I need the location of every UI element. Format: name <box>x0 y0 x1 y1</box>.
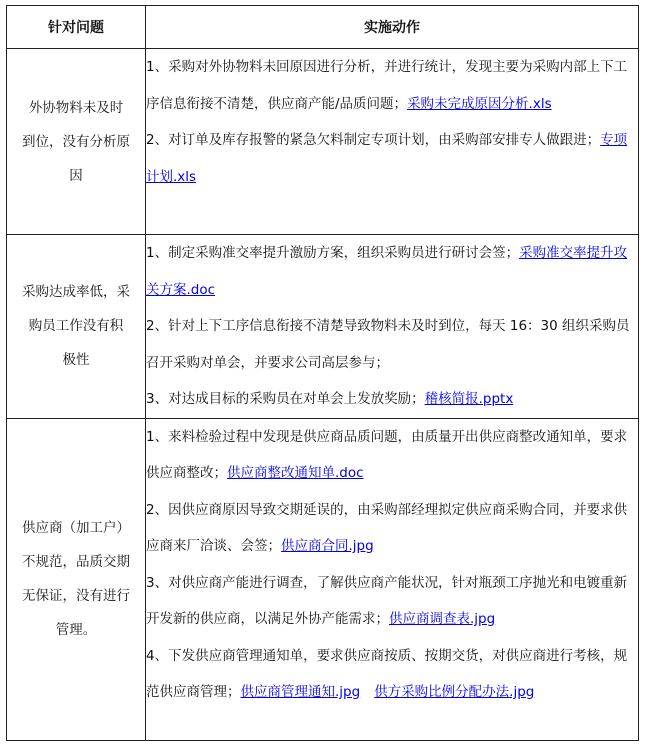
action-text: 4、下发供应商管理通知单，要求供应商按质、按期交货，对供应商进行考核，规范供应商管理； <box>146 647 628 700</box>
action-text: 2、针对上下工序信息衔接不清楚导致物料未及时到位，每天 16：30 组织采购员召开采购对单会，并要求公司高层参与； <box>146 318 630 371</box>
attachment-link[interactable]: 供应商调查表.jpg <box>389 611 496 627</box>
action-cell <box>146 418 639 740</box>
action-table <box>6 5 639 741</box>
issue-cell <box>7 235 146 419</box>
attachment-link[interactable]: 供应商合同.jpg <box>281 538 374 554</box>
action-cell <box>146 235 639 419</box>
action-item <box>146 49 638 122</box>
attachment-link[interactable]: 供方采购比例分配办法.jpg <box>374 684 535 700</box>
action-text: 1、来料检验过程中发现是供应商品质问题，由质量开出供应商整改通知单，要求供应商整改； <box>146 428 628 481</box>
issue-line: 极性 <box>62 352 90 369</box>
action-cell <box>146 49 639 235</box>
attachment-link[interactable]: 供应商整改通知单.doc <box>227 465 364 481</box>
action-item <box>146 122 638 195</box>
action-item <box>146 419 638 492</box>
header-row <box>7 6 639 49</box>
issue-line: 供应商（加工户） <box>22 520 130 536</box>
action-item <box>146 638 638 711</box>
issue-line: 到位，没有分析原 <box>22 133 130 150</box>
attachment-link[interactable]: 采购未完成原因分析.xls <box>407 95 552 112</box>
attachment-link[interactable]: 供应商管理通知.jpg <box>240 684 361 700</box>
action-text: 3、对达成目标的采购员在对单会上发放奖励； <box>146 391 425 407</box>
issue-cell <box>7 49 146 235</box>
action-text: 2、对订单及库存报警的紧急欠料制定专项计划，由采购部安排专人做跟进； <box>146 132 601 148</box>
header-action: 实施动作 <box>146 6 639 49</box>
action-item <box>146 381 638 418</box>
header-issue: 针对问题 <box>7 6 146 49</box>
attachment-link[interactable]: 专项计划.xls <box>146 132 628 185</box>
attachment-link[interactable]: 采购准交率提升攻关方案.doc <box>146 245 628 298</box>
action-text: 1、制定采购准交率提升激励方案，组织采购员进行研讨会签； <box>146 245 520 261</box>
issue-line: 购员工作没有积 <box>28 318 124 335</box>
issue-line: 外协物料未及时 <box>28 99 124 116</box>
issue-line: 无保证，没有进行 <box>22 588 130 604</box>
action-text: 2、因供应商原因导致交期延误的，由采购部经理拟定供应商采购合同，并要求供应商来厂洽谈、会签； <box>146 501 628 554</box>
action-item <box>146 308 638 381</box>
action-item <box>146 492 638 565</box>
action-text: 1、采购对外协物料未回原因进行分析，并进行统计，发现主要为采购内部上下工序信息衔接不清楚，供应商产能/品质问题； <box>146 59 628 112</box>
attachment-link[interactable]: 稽核简报.pptx <box>424 391 514 407</box>
issue-line: 不规范，品质交期 <box>22 554 130 570</box>
issue-line: 采购达成率低，采 <box>22 284 130 301</box>
table-row <box>7 235 639 419</box>
action-item <box>146 235 638 308</box>
action-item <box>146 565 638 638</box>
action-text: 3、对供应商产能进行调查，了解供应商产能状况，针对瓶颈工序抛光和电镀重新开发新的供应商，以满足外协产能需求； <box>146 574 628 627</box>
table-row <box>7 49 639 235</box>
issue-line: 管理。 <box>55 622 97 638</box>
table-row <box>7 418 639 740</box>
issue-cell <box>7 418 146 740</box>
issue-line: 因 <box>69 167 83 184</box>
